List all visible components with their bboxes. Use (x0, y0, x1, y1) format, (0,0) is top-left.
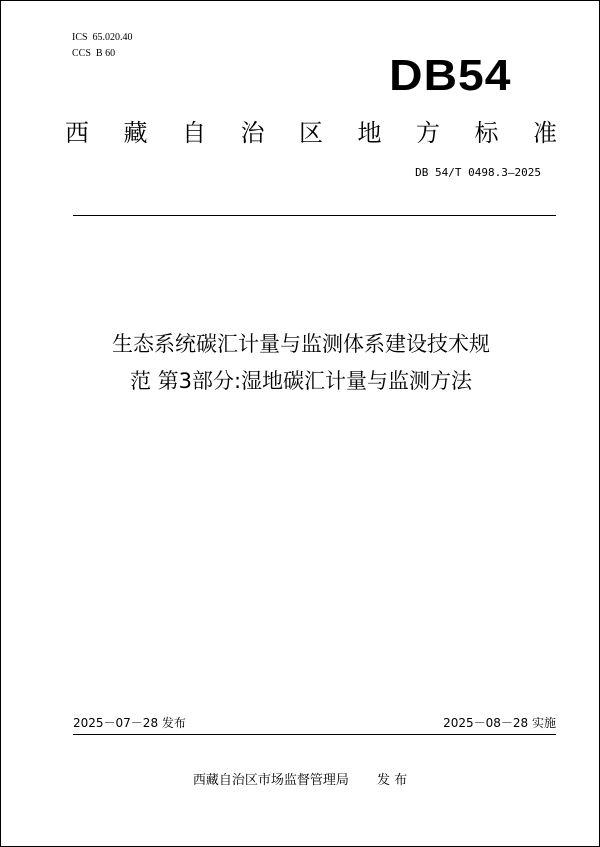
standard-type-char: 治 (240, 119, 265, 147)
top-divider (73, 215, 556, 216)
standard-type-char: 标 (474, 119, 499, 147)
db-standard-logo: DB54 (388, 51, 511, 100)
standard-type-char: 藏 (123, 119, 148, 147)
publisher-line (1, 772, 599, 790)
standard-type-char: 自 (182, 119, 206, 147)
document-title-line-2: 范 第3部分:湿地碳汇计量与监测方法 (129, 369, 473, 393)
document-title-line-1: 生态系统碳汇计量与监测体系建设技术规 (112, 332, 490, 356)
standard-type-char: 地 (357, 119, 382, 147)
publisher-action: 发 布 (376, 773, 408, 788)
implementation-date: 2025－08－28 实施 (443, 716, 556, 730)
publisher-name: 西藏自治区市场监督管理局 (192, 773, 349, 788)
standard-type-char: 准 (533, 119, 557, 147)
ccs-code: CCS B 60 (72, 48, 116, 59)
date-row (73, 714, 556, 732)
standard-type-title (65, 118, 557, 148)
classification-codes (72, 30, 133, 62)
issue-date: 2025－07－28 发布 (73, 716, 186, 730)
standard-code: DB 54/T 0498.3—2025 (415, 166, 541, 179)
bottom-divider (73, 734, 556, 735)
standard-type-char: 方 (416, 119, 440, 147)
document-title (61, 326, 541, 400)
standard-type-char: 区 (299, 119, 323, 147)
ics-code: ICS 65.020.40 (72, 32, 133, 43)
standard-type-char: 西 (65, 119, 89, 147)
